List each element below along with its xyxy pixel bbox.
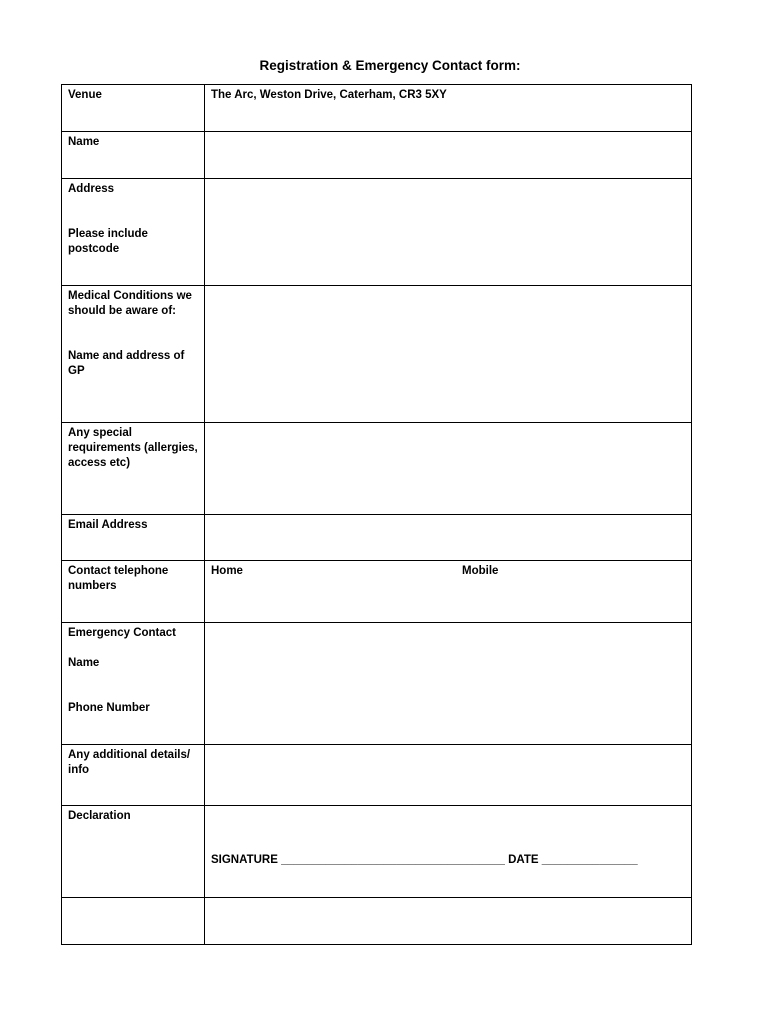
blank-label-cell [62, 898, 205, 945]
additional-info-row [62, 745, 692, 806]
special-requirements-label: Any special requirements (allergies, access etc) [62, 423, 205, 515]
email-row [62, 515, 692, 561]
email-field[interactable] [205, 515, 692, 561]
registration-form-table [61, 84, 692, 945]
medical-field[interactable] [205, 286, 692, 423]
form-title: Registration & Emergency Contact form: [259, 58, 521, 73]
home-label: Home [211, 565, 243, 577]
additional-info-field[interactable] [205, 745, 692, 806]
emergency-contact-label: Emergency Contact [68, 627, 177, 639]
declaration-row [62, 806, 692, 898]
address-field[interactable] [205, 179, 692, 286]
gp-note: Name and address of GP [68, 350, 185, 377]
phone-field[interactable] [205, 561, 692, 623]
signature-line: SIGNATURE ___________________________________ DATE _______________ [211, 854, 638, 866]
medical-row [62, 286, 692, 423]
special-requirements-row [62, 423, 692, 515]
email-label: Email Address [62, 515, 205, 561]
emergency-contact-row [62, 623, 692, 745]
venue-value: The Arc, Weston Drive, Caterham, CR3 5XY [205, 85, 692, 132]
address-label: Address [68, 183, 115, 195]
emergency-contact-field[interactable] [205, 623, 692, 745]
emergency-contact-label-cell [62, 623, 205, 745]
name-label: Name [62, 132, 205, 179]
blank-row [62, 898, 692, 945]
mobile-label: Mobile [462, 565, 499, 577]
declaration-field[interactable] [205, 806, 692, 898]
venue-label: Venue [62, 85, 205, 132]
declaration-label: Declaration [62, 806, 205, 898]
name-field[interactable] [205, 132, 692, 179]
blank-field[interactable] [205, 898, 692, 945]
medical-label-cell [62, 286, 205, 423]
venue-row [62, 85, 692, 132]
medical-label: Medical Conditions we should be aware of: [68, 290, 192, 317]
name-row [62, 132, 692, 179]
emergency-phone-label: Phone Number [68, 702, 150, 714]
phone-label: Contact telephone numbers [62, 561, 205, 623]
address-row [62, 179, 692, 286]
emergency-name-label: Name [68, 657, 100, 669]
phone-row [62, 561, 692, 623]
address-note: Please include postcode [68, 228, 148, 255]
additional-info-label: Any additional details/ info [62, 745, 205, 806]
special-requirements-field[interactable] [205, 423, 692, 515]
address-label-cell [62, 179, 205, 286]
